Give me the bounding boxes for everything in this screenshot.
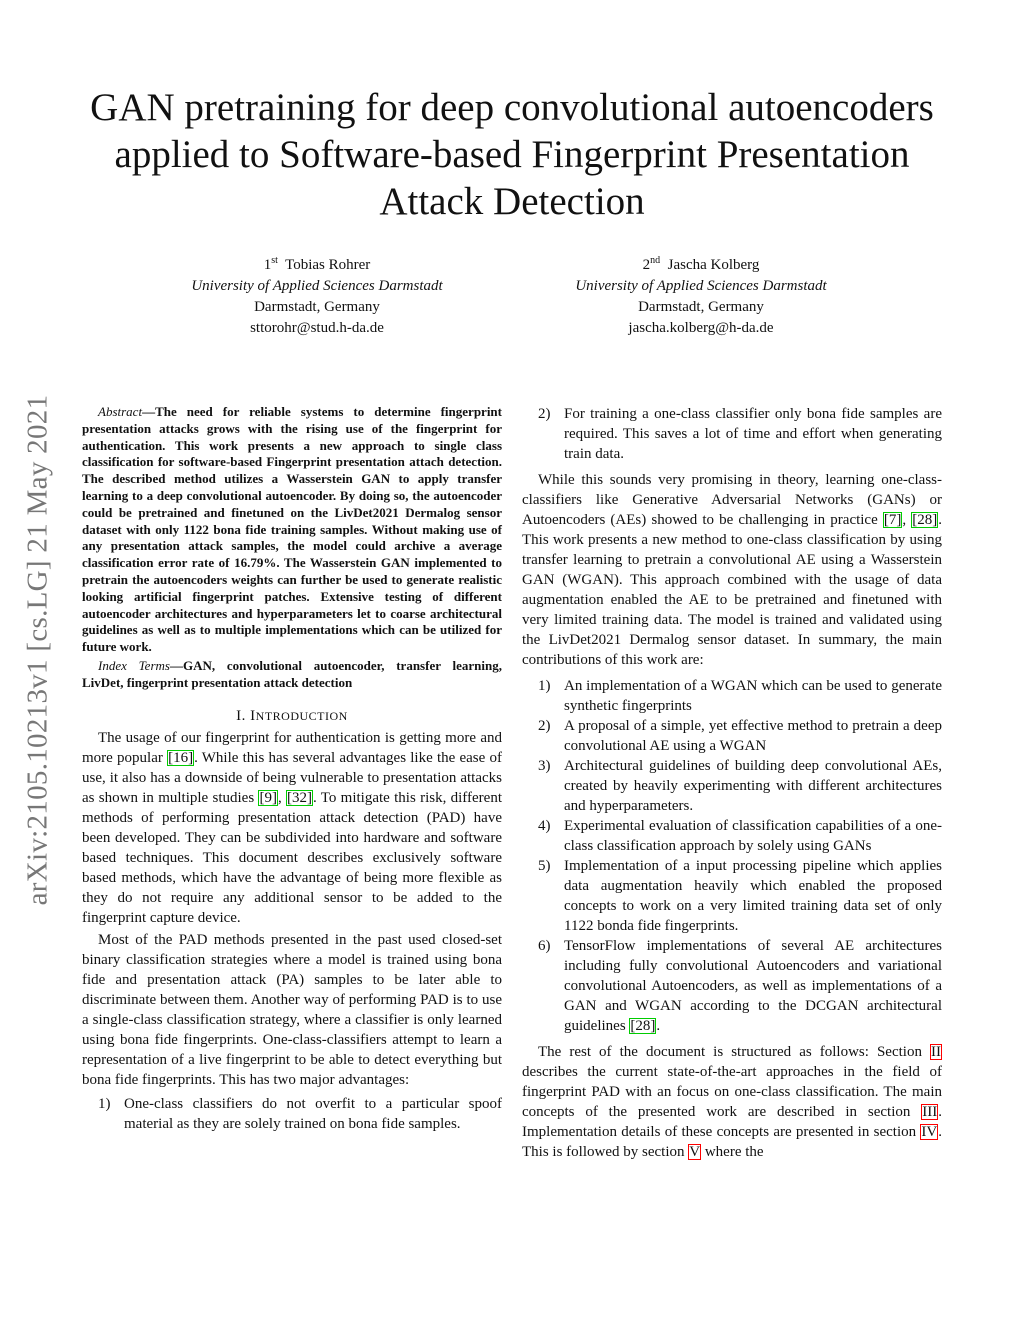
citation-32[interactable]: [32] — [287, 789, 312, 806]
citation-9[interactable]: [9] — [259, 789, 277, 806]
author-block-2 — [536, 250, 866, 339]
author-email-1: sttorohr@stud.h-da.de — [250, 320, 384, 336]
section-link-3[interactable]: III — [922, 1104, 938, 1120]
list-item: 3) Architectural guidelines of building deep convolutional AEs, created by heavily experimenting with different architectures and hyperparameters. — [538, 758, 942, 814]
list-item: 1) One-class classifiers do not overfit to a particular spoof material as they are solely trained on bona fide samples. — [98, 1095, 502, 1132]
author-location-2: Darmstadt, Germany — [638, 299, 764, 315]
list-item: 5) Implementation of a input processing pipeline which applies data augmentation heavily which enabled the proposed concepts to work on a very limited training data set of only 1122 bonda fide fingerprints. — [538, 858, 942, 934]
intro-paragraph-3: While this sounds very promising in theory, learning one-class-classifiers like Generative Adversarial Networks (GANs) or Autoencoders (AEs) showed to be challenging in practice [7], [28]. This work presents a new method to one-class classification by using transfer learning to pretrain a convolutional AE using a Wasserstein GAN (WGAN). This approach combined with the usage of data augmentation enabled the AE to be pretrained and finetuned with very limited training data. The model is trained and validated using the LivDet2021 Dermalog sensor dataset. In summary, the main contributions of this work are: — [522, 472, 942, 668]
intro-paragraph-1: The usage of our fingerprint for authentication is getting more and more popular [16]. While this has several advantages like the ease of use, it also has a downside of being vulnerable to presentation attacks as shown in multiple studies [9], [32]. To mitigate this risk, different methods of performing presentation attack detection (PAD) have been developed. They can be subdivided into hardware and software based techniques. This document describes exclusively software based methods, which have the advantage of being more flexible as they do not require any additional sensor to be added to the fingerprint capture device. — [82, 729, 503, 926]
list-item: 6) TensorFlow implementations of several AE architectures including fully convolutional Autoencoders and variational convolutional Autoencoders, as well as implementations of a GAN and WGAN according to the DCGAN architectural guidelines [28]. — [538, 938, 942, 1034]
abstract: Abstract—The need for reliable systems to determine fingerprint presentation attacks grows with the rising use of the fingerprint for authentication. This work presents a new approach to single class classification for software-based Fingerprint presentation attach detection. The described method utilizes a Wasserstein GAN to apply transfer learning to a deep convolutional autoencoder. By doing so, the autoencoder could be pretrained and finetuned on the LivDet2021 Dermalog sensor dataset with only 1122 bona fide training samples. Without making use of any presentation attack samples, the model could archive a average classification error rate of 16.79%. The Wasserstein GAN implemented to pretrain the autoencoders weights can further be used to generate realistic looking artificial fingerprint patches. Extensive testing of different autoencoder architectures and hyperparameters let to coarse architectural guidelines as well as to multiple implementations which can be utilized for future work. — [82, 404, 502, 655]
left-column — [82, 404, 502, 1138]
author-affiliation-1: University of Applied Sciences Darmstadt — [191, 278, 443, 294]
section-heading-introduction: I. INTRODUCTION — [236, 707, 348, 724]
list-item: 1) An implementation of a WGAN which can be used to generate synthetic fingerprints — [538, 678, 942, 714]
paper-title: GAN pretraining for deep convolutional autoencoders applied to Software-based Fingerprint Presentation Attack Detection — [90, 86, 934, 223]
contributions-list — [522, 676, 942, 1036]
citation-16[interactable]: [16] — [168, 749, 194, 766]
arxiv-stamp-text: arXiv:2105.10213v1 [cs.LG] 21 May 2021 — [21, 394, 54, 906]
section-link-5[interactable]: V — [689, 1144, 701, 1160]
author-name-2: 2nd Jascha Kolberg — [642, 255, 760, 273]
index-terms: Index Terms—GAN, convolutional autoencoder, transfer learning, LivDet, fingerprint presentation attack detection — [82, 657, 502, 690]
intro-paragraph-2: Most of the PAD methods presented in the past used closed-set binary classification strategies where a model is trained using bona fide and presentation attack (PA) samples to be later able to discriminate between them. Another way of performing PAD is to use a single-class classification strategy, where a classifier is only learned using bona fide fingerprints. One-class-classifiers attempt to learn a representation of a live fingerprint to be able to detect everything but bona fide fingerprints. This has two major advantages: — [82, 931, 502, 1088]
citation-28[interactable]: [28] — [912, 512, 938, 528]
list-item: 2) For training a one-class classifier only bona fide samples are required. This saves a lot of time and effort when generating train data. — [538, 406, 942, 462]
citation-7[interactable]: [7] — [883, 512, 902, 528]
author-name-1: 1st Tobias Rohrer — [263, 255, 371, 273]
author-location-1: Darmstadt, Germany — [254, 299, 380, 315]
author-affiliation-2: University of Applied Sciences Darmstadt — [575, 278, 827, 294]
citation-28[interactable]: [28] — [630, 1018, 656, 1034]
section-link-4[interactable]: IV — [921, 1124, 938, 1140]
right-column — [522, 404, 942, 1162]
list-item: 4) Experimental evaluation of classification capabilities of a one-class classification approach by solely using GANs — [538, 818, 942, 854]
author-email-2: jascha.kolberg@h-da.de — [628, 320, 774, 336]
advantages-list — [82, 1094, 502, 1134]
advantages-list-continued — [522, 404, 942, 464]
list-item: 2) A proposal of a simple, yet effective method to pretrain a deep convolutional AE using a WGAN — [538, 718, 942, 754]
author-block-1 — [152, 250, 482, 339]
intro-paragraph-4: The rest of the document is structured as follows: Section II describes the current state-of-the-art approaches in the field of fingerprint PAD with an focus on one-class classification. The main concepts of the presented work are described in section III. Implementation details of these concepts are presented in section IV. This is followed by section V where the — [522, 1044, 942, 1160]
section-link-2[interactable]: II — [931, 1044, 941, 1060]
